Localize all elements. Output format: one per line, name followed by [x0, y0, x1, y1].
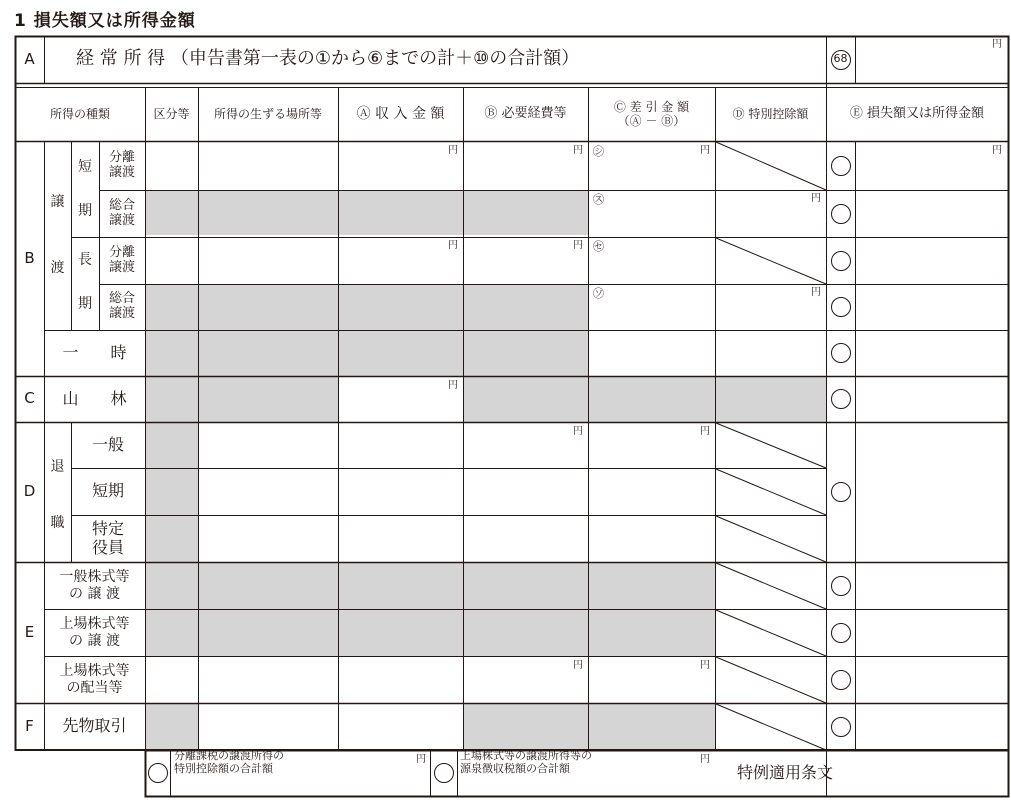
mark-su: ㋜ — [593, 193, 604, 206]
label-shoku: 職 — [50, 514, 65, 531]
yen-unit: 円 — [700, 660, 710, 671]
mark-shi: ㋛ — [593, 145, 604, 158]
line-number-72 — [826, 284, 855, 330]
yen-unit: 円 — [992, 145, 1002, 156]
yen-unit: 円 — [700, 145, 710, 156]
label-ki: 期 — [78, 202, 92, 219]
yen-unit: 円 — [811, 193, 821, 204]
mark-so: ㋞ — [593, 287, 604, 300]
label-to: 渡 — [50, 259, 65, 276]
section-title: 1 損失額又は所得金額 — [14, 11, 196, 31]
yen-unit: 円 — [448, 240, 458, 251]
label-sanrin: 山 林 — [62, 388, 127, 408]
label-jou: 譲 — [50, 193, 65, 210]
yen-unit: 円 — [700, 426, 710, 437]
label-tokurei: 特例適用条文 — [736, 762, 833, 782]
label-sakimono: 先物取引 — [62, 716, 127, 736]
label-ki2: 期 — [78, 295, 92, 312]
label-sogo-short: 総合 譲渡 — [108, 197, 135, 228]
label-ippan: 一般 — [91, 434, 124, 454]
header-difference: Ⓒ 差 引 金 額 （Ⓐ － Ⓑ） — [613, 99, 690, 128]
line-number-70 — [826, 190, 855, 237]
line-number-68: 68 — [826, 36, 855, 83]
label-tanki: 短期 — [91, 481, 124, 501]
mark-se: ㋝ — [593, 240, 604, 253]
yen-unit: 円 — [573, 240, 583, 251]
yen-unit: 円 — [416, 754, 426, 765]
yen-unit: 円 — [448, 145, 458, 156]
line-number-80 — [145, 750, 170, 796]
header-expenses: Ⓑ 必要経費等 — [484, 106, 567, 122]
header-place: 所得の生ずる場所等 — [213, 106, 322, 121]
yen-unit: 円 — [992, 39, 1002, 50]
label-jojo-haito: 上場株式等 の配当等 — [59, 663, 130, 696]
yen-unit: 円 — [573, 426, 583, 437]
line-number-73 — [826, 330, 855, 376]
label-bunri-short: 分離 譲渡 — [108, 149, 135, 180]
row-a-label: 経 常 所 得 （申告書第一表の①から⑥までの計＋⑩の合計額） — [76, 48, 580, 70]
row-d-letter: D — [23, 482, 36, 501]
header-kubun: 区分等 — [153, 106, 190, 121]
yen-unit: 円 — [448, 380, 458, 391]
line-number-75 — [826, 422, 855, 562]
label-tan: 短 — [78, 158, 92, 175]
label-sogo-long: 総合 譲渡 — [108, 291, 135, 321]
yen-unit: 円 — [573, 145, 583, 156]
label-ippan-kabu: 一般株式等 の 譲 渡 — [59, 569, 130, 602]
line-number-77 — [826, 609, 855, 656]
line-number-76 — [826, 562, 855, 609]
row-c-letter: C — [24, 389, 35, 408]
label-cho: 長 — [78, 251, 92, 268]
header-special-deduction: Ⓓ 特別控除額 — [732, 106, 809, 121]
line-number-71 — [826, 237, 855, 284]
label-tai: 退 — [50, 458, 65, 475]
label-80: 分離課税の譲渡所得の 特別控除額の合計額 — [174, 749, 284, 775]
line-number-74 — [826, 376, 855, 422]
header-loss-or-income: Ⓔ 損失額又は所得金額 — [849, 106, 985, 122]
line-number-69 — [826, 141, 855, 190]
label-bunri-long: 分離 譲渡 — [108, 244, 135, 275]
yen-unit: 円 — [811, 287, 821, 298]
row-e-letter: E — [24, 622, 35, 641]
header-revenue: Ⓐ 収 入 金 額 — [356, 106, 445, 123]
yen-unit: 円 — [700, 754, 710, 765]
yen-unit: 円 — [573, 660, 583, 671]
label-81: 上場株式等の譲渡所得等の 源泉徴収税額の合計額 — [460, 749, 592, 775]
label-ichiji: 一 時 — [62, 342, 127, 362]
line-number-78 — [826, 656, 855, 703]
row-a-letter: A — [24, 49, 35, 68]
row-f-letter: F — [25, 716, 34, 735]
line-number-81 — [430, 750, 457, 796]
label-jojo-kabu: 上場株式等 の 譲 渡 — [59, 616, 130, 649]
header-income-kind: 所得の種類 — [49, 106, 110, 121]
label-tokutei-yakuin: 特定 役員 — [91, 519, 124, 557]
row-b-letter: B — [24, 248, 35, 267]
line-number-79 — [826, 703, 855, 750]
